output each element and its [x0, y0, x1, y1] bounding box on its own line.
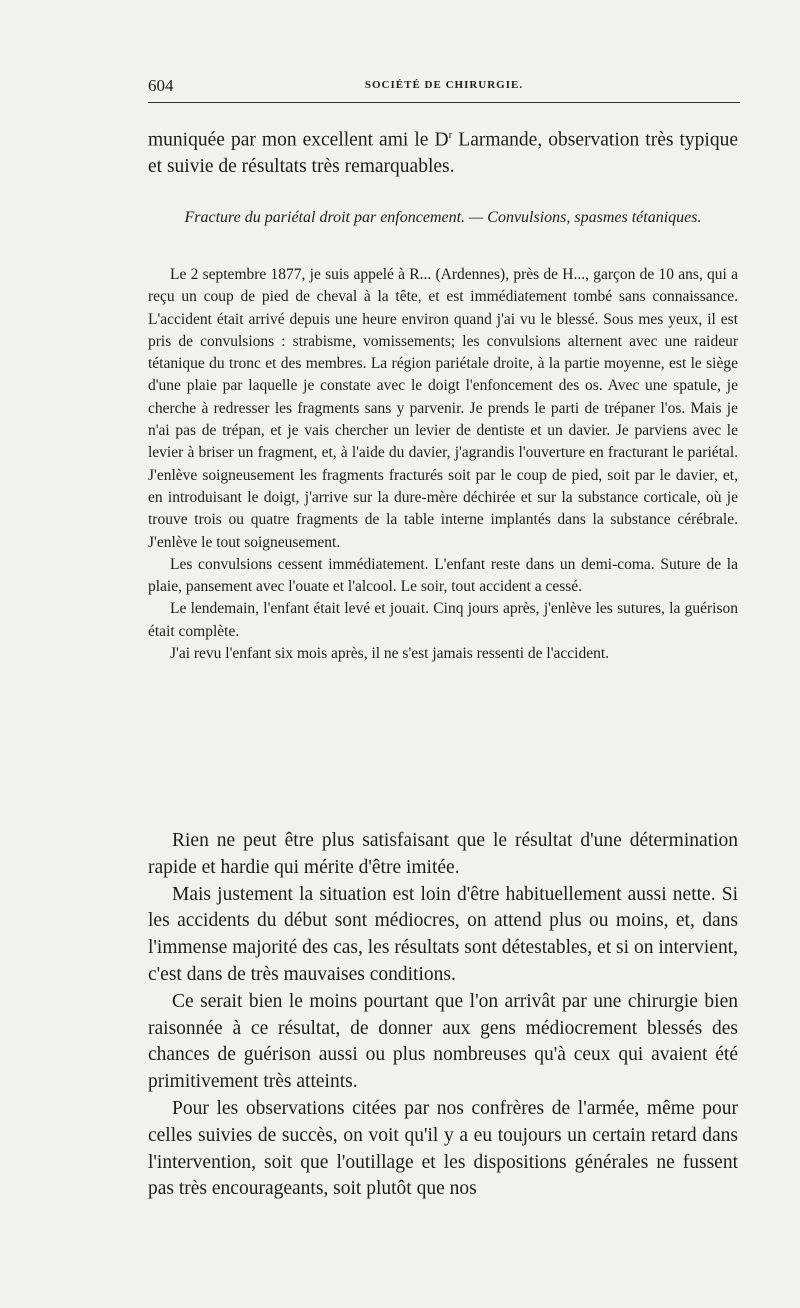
observation-text — [148, 264, 738, 665]
observation-title: Fracture du pariétal droit par enfoncement. — Convulsions, spasmes tétaniques. — [184, 209, 702, 226]
running-title: SOCIÉTÉ DE CHIRURGIE. — [364, 79, 524, 91]
continued-paragraph-text-end: Larmande, observation très typique et suivie de résultats très remarquables. — [148, 129, 738, 177]
observation-paragraph: Les convulsions cessent immédiatement. L'enfant reste dans un demi-coma. Suture de la plaie, pansement avec l'ouate et l'alcool. Le soir, tout accident a cessé. — [148, 555, 738, 596]
observation-paragraph: J'ai revu l'enfant six mois après, il ne s'est jamais ressenti de l'accident. — [170, 645, 610, 663]
page-header — [148, 76, 740, 102]
observation-paragraph: Le 2 septembre 1877, je suis appelé à R... (Ardennes), près de H..., garçon de 10 ans, qui a reçu un coup de pied de cheval à la tête, et est immédiatement tombé sans connaissance. L'accident était arrivé depuis une heure environ quand j'ai vu le blessé. Sous mes yeux, il est pris de convulsions : strabisme, vomissements; les convulsions alternent avec une raideur tétanique du tronc et des membres. La région pariétale droite, à la partie moyenne, est le siège d'une plaie par laquelle je constate avec le doigt l'enfoncement des os. Avec une spatule, je cherche à redresser les fragments sans y parvenir. Je prends le parti de trépaner l'os. Mais je n'ai pas de trépan, et je vais chercher un levier de dentiste et un davier. Je parviens avec le levier à briser un fragment, et, à l'aide du davier, j'agrandis l'ouverture en fracturant le pariétal. J'enlève soigneusement les fragments fracturés soit par le coup de pied, soit par le davier, et, en introduisant le doigt, j'arrive sur la dure-mère déchirée et sur la substance corticale, où je trouve trois ou quatre fragments de la table interne implantés dans la substance cérébrale. J'enlève le tout soigneusement. — [148, 266, 738, 551]
observation-paragraph: Le lendemain, l'enfant était levé et jouait. Cinq jours après, j'enlève les sutures, la guérison était complète. — [148, 600, 738, 640]
header-rule — [148, 102, 740, 103]
main-paragraph: Rien ne peut être plus satisfaisant que le résultat d'une détermination rapide et hardie qui mérite d'être imitée. — [148, 830, 738, 878]
continued-paragraph — [148, 122, 738, 180]
main-text — [148, 828, 738, 1203]
continued-paragraph-text: muniquée par mon excellent ami le D — [148, 129, 449, 151]
main-paragraph: Ce serait bien le moins pourtant que l'on arrivât par une chirurgie bien raisonnée à ce résultat, de donner aux gens médiocrement blessés des chances de guérison aussi ou plus nombreuses qu'à ceux qui avaient été primitivement très atteints. — [148, 990, 738, 1093]
doctor-abbrev-superscript: r — [448, 129, 453, 141]
main-paragraph: Mais justement la situation est loin d'être habituellement aussi nette. Si les accidents du début sont médiocres, on attend plus ou moins, et, dans l'immense majorité des cas, les résultats sont détestables, et si on intervient, c'est dans de très mauvaises conditions. — [148, 883, 738, 985]
page-number: 604 — [148, 76, 174, 95]
main-paragraph: Pour les observations citées par nos confrères de l'armée, même pour celles suivies de succès, on voit qu'il y a eu toujours un certain retard dans l'intervention, soit que l'outillage et les dispositions générales ne fussent pas très encourageants, soit plutôt que nos — [148, 1097, 738, 1200]
